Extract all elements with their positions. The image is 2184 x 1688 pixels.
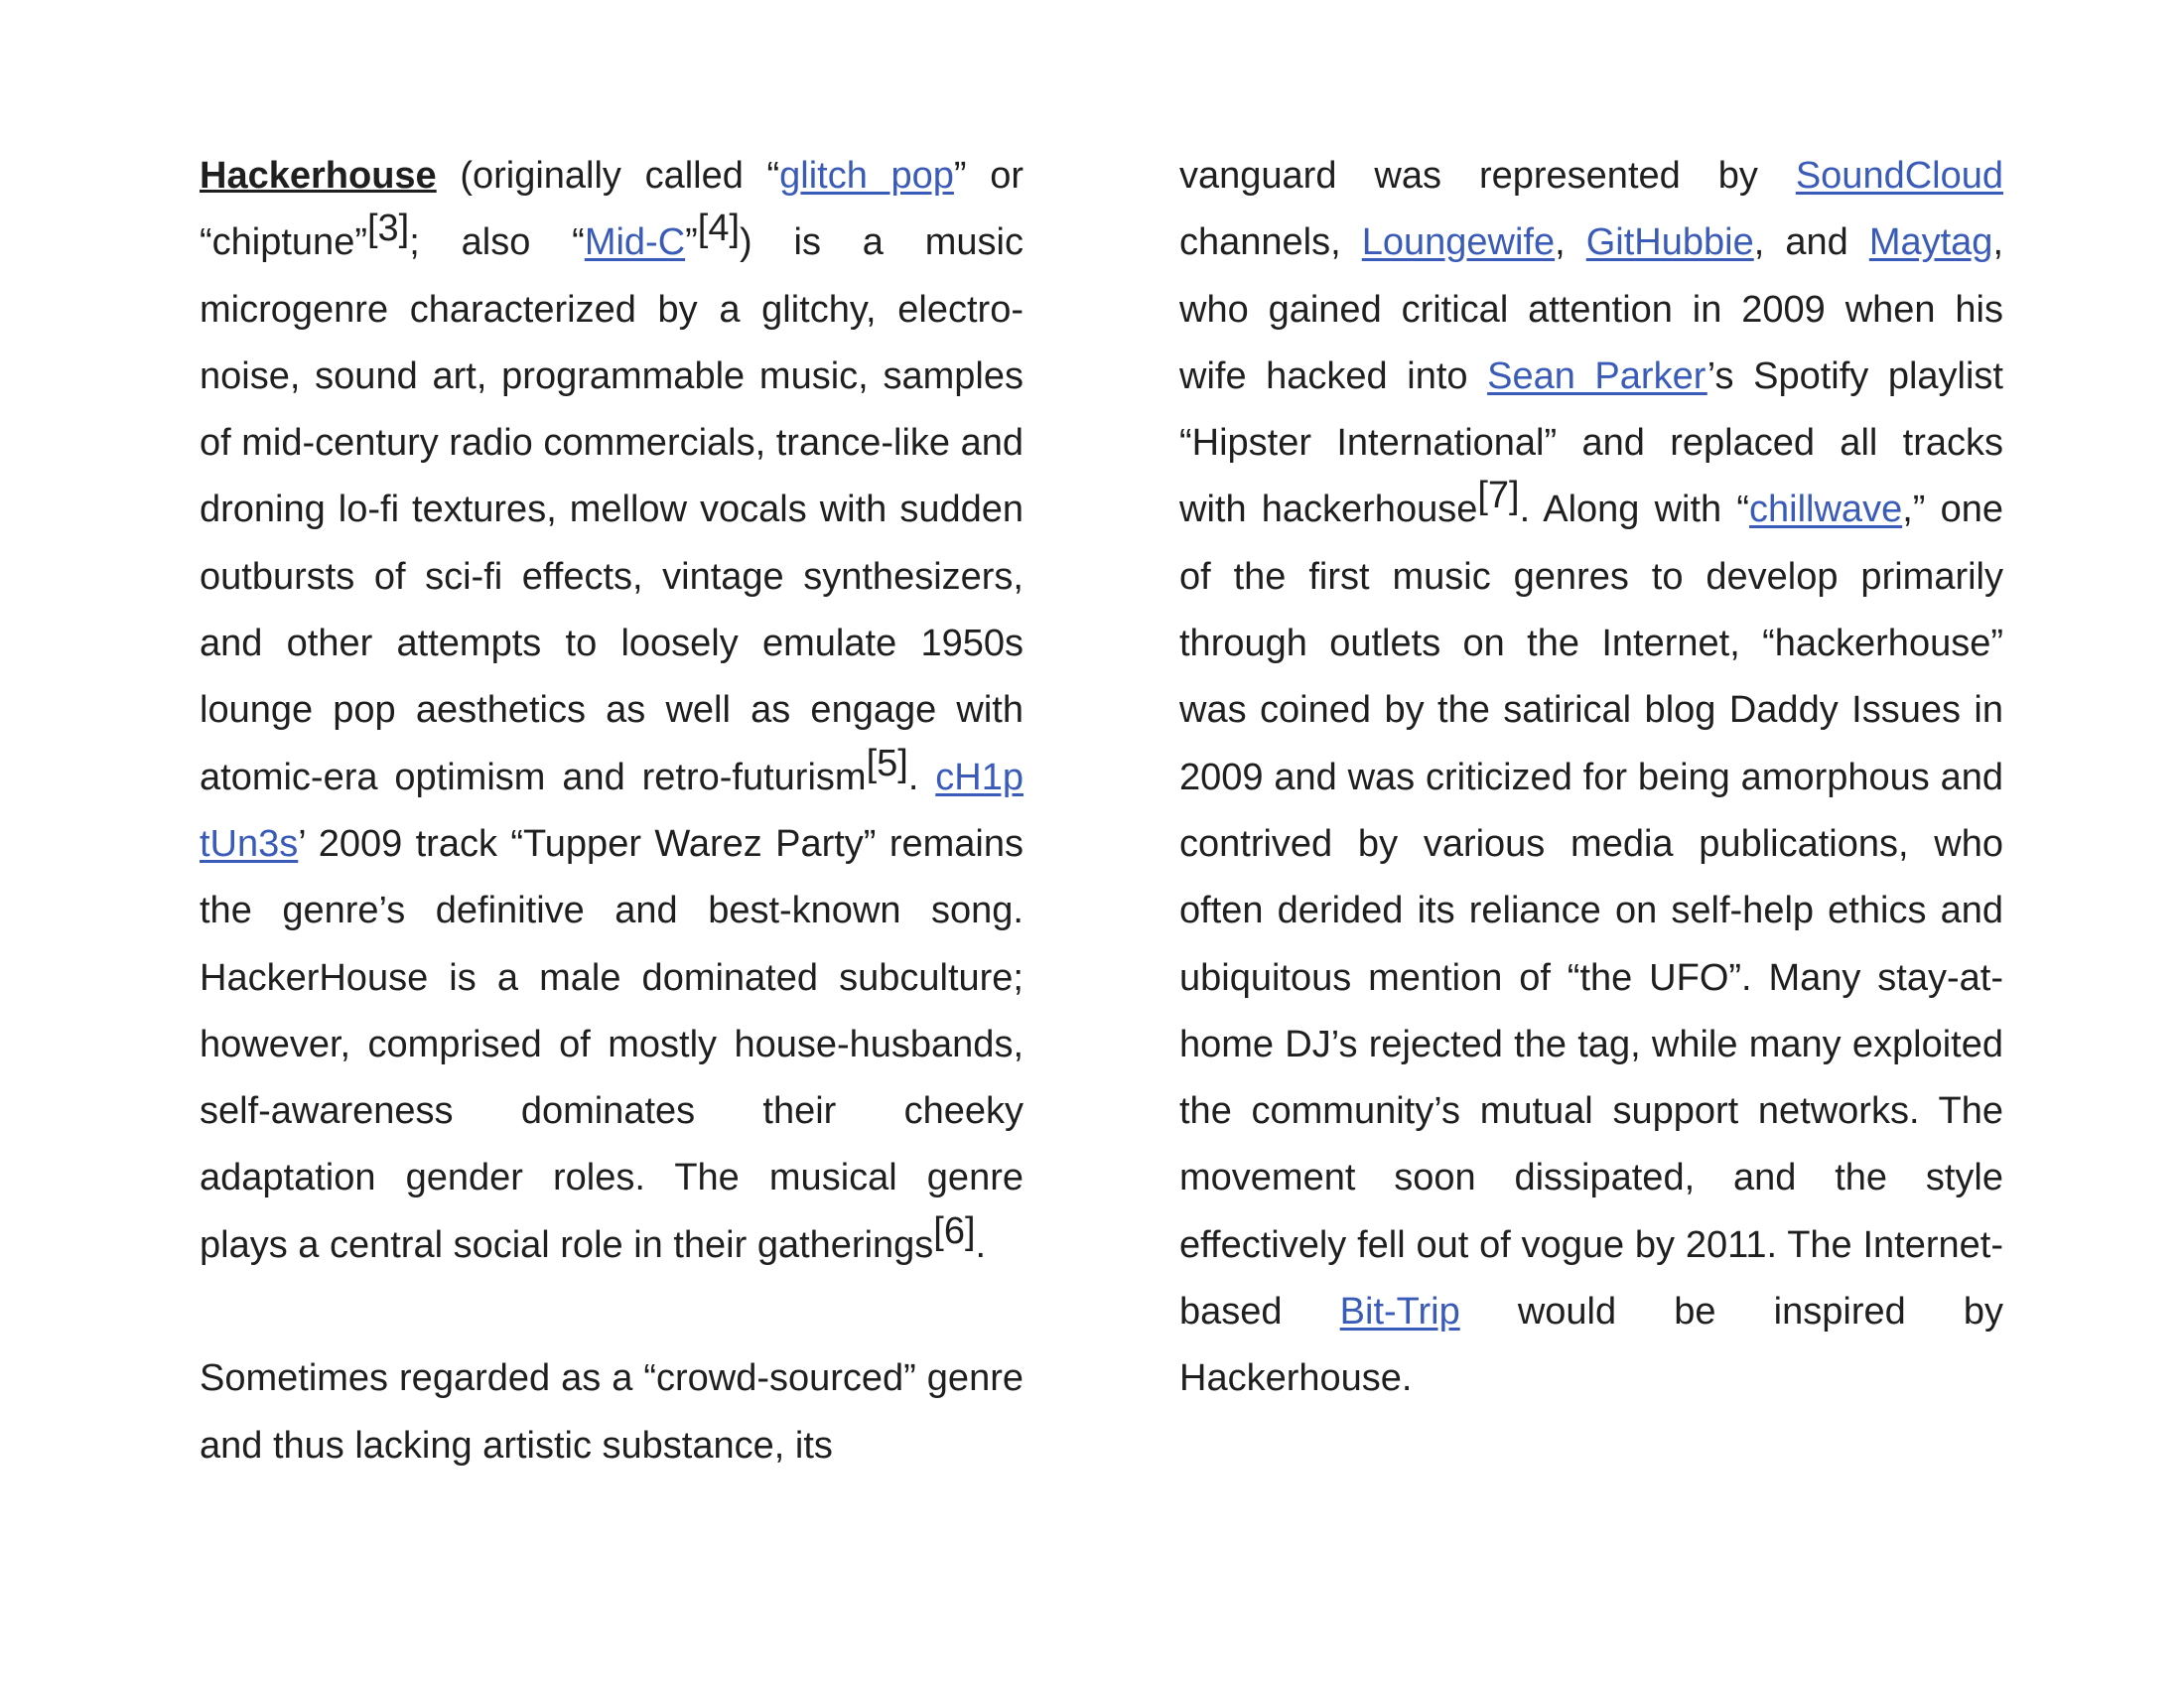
text-run: ’ 2009 track “Tupper Warez Party” remains the genre’s definitive and best-known song. HackerHouse is a male dominated subculture; however, comprised of mostly house-husbands, self-awareness dominates their cheeky adaptation gender roles. The musical genre plays a central social role in their gatherings [200, 822, 1024, 1266]
link-chillwave[interactable]: chillwave [1749, 489, 1903, 531]
text-run: vanguard was represented by [1179, 155, 1796, 197]
link-githubbie[interactable]: GitHubbie [1585, 221, 1754, 264]
left-column [200, 143, 1024, 1479]
paragraph-crowd-sourced [200, 1345, 1024, 1479]
citation-ref-6[interactable]: [6] [933, 1209, 976, 1252]
text-run: , [1555, 221, 1586, 264]
citation-ref-4[interactable]: [4] [697, 208, 741, 250]
link-mid-c[interactable]: Mid-C [584, 221, 686, 264]
citation-ref-3[interactable]: [3] [366, 208, 410, 250]
article-term: Hackerhouse [200, 155, 437, 197]
text-run: ” or “chiptune” [200, 155, 1024, 264]
paragraph-vanguard [1179, 143, 2003, 1413]
link-soundcloud[interactable]: SoundCloud [1795, 155, 2003, 197]
text-run: ) is a music microgenre characterized by a glitchy, electro-noise, sound art, programmable music, samples of mid-century radio commercials, trance-like and droning lo-fi textures, mellow vocals with sudden outbursts of sci-fi effects, vintage synthesizers, and other attempts to loosely emulate 1950s lounge pop aesthetics as well as engage with atomic-era optimism and retro-futurism [200, 221, 1024, 798]
citation-ref-5[interactable]: [5] [866, 742, 908, 784]
text-run: , who gained critical attention in 2009 when his wife hacked into [1179, 221, 2003, 397]
paragraph-intro [200, 143, 1024, 1279]
text-run: . Along with “ [1519, 489, 1750, 531]
text-run: . [907, 756, 936, 798]
text-run: ,” one of the first music genres to develop primarily through outlets on the Internet, “hackerhouse” was coined by the satirical blog Daddy Issues in 2009 and was criticized for being amorphous and contrived by various media publications, who often derided its reliance on self-help ethics and ubiquitous mention of “the UFO”. Many stay-at-home DJ’s rejected the tag, while many exploited the community’s mutual support networks. The movement soon dissipated, and the style effectively fell out of vogue by 2011. The Internet-based [1179, 489, 2003, 1334]
citation-ref-7[interactable]: [7] [1477, 475, 1520, 517]
link-glitch-pop[interactable]: glitch pop [779, 155, 954, 197]
text-run: channels, [1179, 221, 1362, 264]
text-run: Sometimes regarded as a “crowd-sourced” genre and thus lacking artistic substance, its [200, 1357, 1024, 1467]
link-loungewife[interactable]: Loungewife [1361, 221, 1556, 264]
text-run: would be inspired by Hackerhouse. [1179, 1291, 2003, 1400]
text-run: , and [1753, 221, 1869, 264]
text-run: ” [685, 221, 698, 264]
link-maytag[interactable]: Maytag [1868, 221, 1993, 264]
text-run: ’s Spotify playlist “Hipster International” and replaced all tracks with hackerhouse [1179, 354, 2003, 531]
right-column [1179, 143, 2003, 1413]
text-run: (originally called “ [436, 155, 780, 197]
link-ch1p-tun3s[interactable]: cH1p tUn3s [200, 756, 1024, 865]
link-sean-parker[interactable]: Sean Parker [1487, 354, 1707, 397]
text-run: . [975, 1223, 987, 1266]
link-bit-trip[interactable]: Bit-Trip [1339, 1291, 1460, 1334]
text-run: ; also “ [409, 221, 585, 264]
